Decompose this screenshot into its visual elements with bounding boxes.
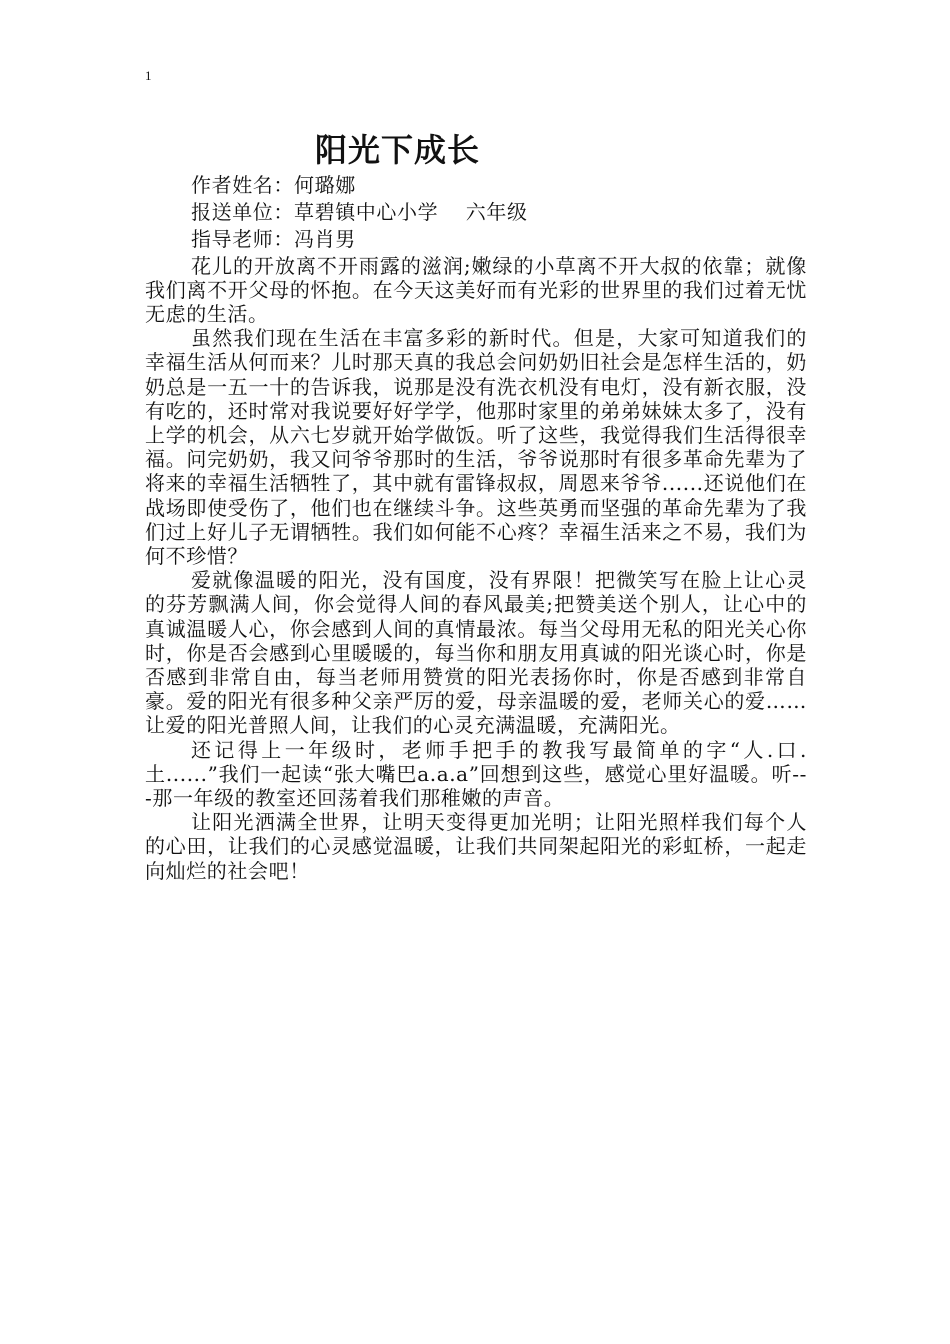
author-line: 作者姓名：何璐娜 [191,173,356,197]
paragraph: 虽然我们现在生活在丰富多彩的新时代。但是，大家可知道我们的幸福生活从何而来？儿时那天真的我总会问奶奶旧社会是怎样生活的，奶奶总是一五一十的告诉我，说那是没有洗衣机没有电灯，没有新衣服，没有吃的，还时常对我说要好好学学，他那时家里的弟弟妹妹太多了，没有上学的机会，从六七岁就开始学做饭。听了这些，我觉得我们生活得很幸福。问完奶奶，我又问爷爷那时的生活，爷爷说那时有很多革命先辈为了将来的幸福生活牺牲了，其中就有雷锋叔叔，周恩来爷爷......还说他们在战场即使受伤了，他们也在继续斗争。这些英勇而坚强的革命先辈为了我们过上好儿子无谓牺牲。我们如何能不心疼？幸福生活来之不易，我们为何不珍惜？ [145,326,807,569]
teacher-line: 指导老师：冯肖男 [191,227,356,252]
document-body [145,172,807,883]
school-line: 报送单位：草碧镇中心小学 六年级 [191,200,528,225]
page-number: 1 [145,68,152,83]
paragraph: 爱就像温暖的阳光，没有国度，没有界限！把微笑写在脸上让心灵的芬芳飘满人间，你会觉得人间的春风最美;把赞美送个别人，让心中的真诚温暖人心，你会感到人间的真情最浓。每当父母用无私的阳光关心你时，你是否会感到心里暖暖的，每当你和朋友用真诚的阳光谈心时，你是否感到非常自由，每当老师用赞赏的阳光表扬你时，你是否感到非常自豪。爱的阳光有很多种父亲严厉的爱，母亲温暖的爱，老师关心的爱…… 让爱的阳光普照人间，让我们的心灵充满温暖，充满阳光。 [145,568,807,738]
paragraph: 花儿的开放离不开雨露的滋润;嫩绿的小草离不开大叔的依靠；就像我们离不开父母的怀抱。在今天这美好而有光彩的世界里的我们过着无忧无虑的生活。 [145,253,807,327]
paragraph: 让阳光洒满全世界，让明天变得更加光明；让阳光照样我们每个人的心田，让我们的心灵感觉温暖，让我们共同架起阳光的彩虹桥，一起走向灿烂的社会吧！ [145,810,807,883]
paragraph: 还记得上一年级时，老师手把手的教我写最简单的字“人.口.土......”我们一起读“张大嘴巴a.a.a”回想到这些，感觉心里好温暖。听---那一年级的教室还回荡着我们那稚嫩的声音。 [145,737,807,811]
document-title: 阳光下成长 [315,131,481,169]
